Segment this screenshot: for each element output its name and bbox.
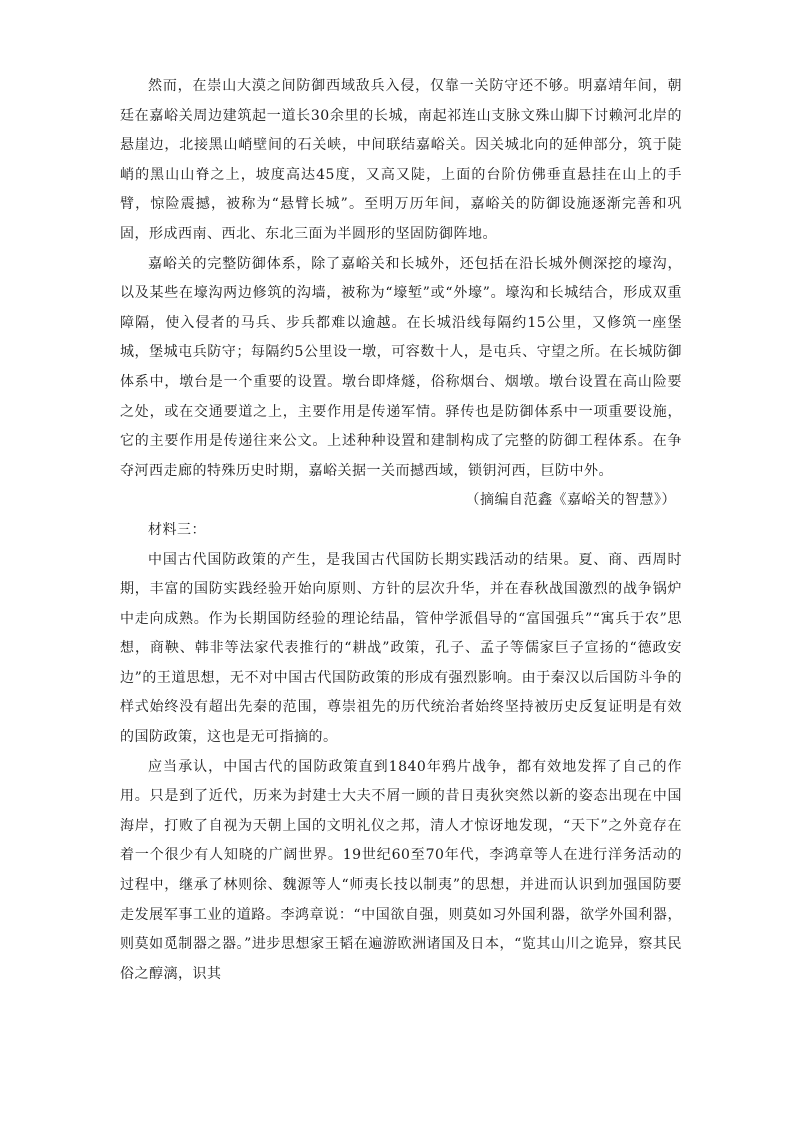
paragraph: 中国古代国防政策的产生，是我国古代国防长期实践活动的结果。夏、商、西周时期，丰富的国防实践经验开始向原则、方针的层次升华，并在春秋战国激烈的战争锅炉中走向成熟。作为长期国防经验的理论结晶，管仲学派倡导的“富国强兵”“寓兵于农”思想，商鞅、韩非等法家代表推行的“耕战”政策，孔子、孟子等儒家巨子宣扬的“德政安边”的王道思想，无不对中国古代国防政策的形成有强烈影响。由于秦汉以后国防斗争的样式始终没有超出先秦的范围，尊崇祖先的历代统治者始终坚持被历史反复证明是有效的国防政策，这也是无可指摘的。 <box>120 551 682 746</box>
paragraph: 应当承认，中国古代的国防政策直到1840年鸦片战争，都有效地发挥了自己的作用。只是到了近代，历来为封建士大夫不屑一顾的昔日夷狄突然以新的姿态出现在中国海岸，打败了自视为天朝上国的文明礼仪之邦，清人才惊讶地发现，“天下”之外竟存在着一个很少有人知晓的广阔世界。19世纪60至70年代，李鸿章等人在进行洋务活动的过程中，继承了林则徐、魏源等人“师夷长技以制夷”的思想，并进而认识到加强国防要走发展军事工业的道路。李鸿章说：“中国欲自强，则莫如习外国利器，欲学外国利器，则莫如觅制器之器。”进步思想家王韬在遍游欧洲诸国及日本，“览其山川之诡异，察其民俗之醇漓，识其 <box>120 758 682 982</box>
paragraph: 嘉峪关的完整防御体系，除了嘉峪关和长城外，还包括在沿长城外侧深挖的壕沟，以及某些在壕沟两边修筑的沟墙，被称为“壕堑”或“外壕”。壕沟和长城结合，形成双重障隔，使入侵者的马兵、步兵都难以逾越。在长城沿线每隔约15公里，又修筑一座堡城，堡城屯兵防守；每隔约5公里设一墩，可容数十人，是屯兵、守望之所。在长城防御体系中，墩台是一个重要的设置。墩台即烽燧，俗称烟台、烟墩。墩台设置在高山险要之处，或在交通要道之上，主要作用是传递军情。驿传也是防御体系中一项重要设施，它的主要作用是传递往来公文。上述种种设置和建制构成了完整的防御工程体系。在争夺河西走廊的特殊历史时期，嘉峪关据一关而撼西域，锁钥河西，巨防中外。 <box>120 255 682 479</box>
material-label: 材料三： <box>148 521 206 538</box>
paragraph: 然而，在崇山大漠之间防御西域敌兵入侵，仅靠一关防守还不够。明嘉靖年间，朝廷在嘉峪关周边建筑起一道长30余里的长城，南起祁连山支脉文殊山脚下讨赖河北岸的悬崖边，北接黑山峭壁间的石关峡，中间联结嘉峪关。因关城北向的延伸部分，筑于陡峭的黑山山脊之上，坡度高达45度，又高又陡，上面的台阶仿佛垂直悬挂在山上的手臂，惊险震撼，被称为“悬臂长城”。至明万历年间，嘉峪关的防御设施逐渐完善和巩固，形成西南、西北、东北三面为半圆形的坚固防御阵地。 <box>120 78 682 242</box>
source-citation: （摘编自范鑫《嘉峪关的智慧》） <box>465 492 676 509</box>
